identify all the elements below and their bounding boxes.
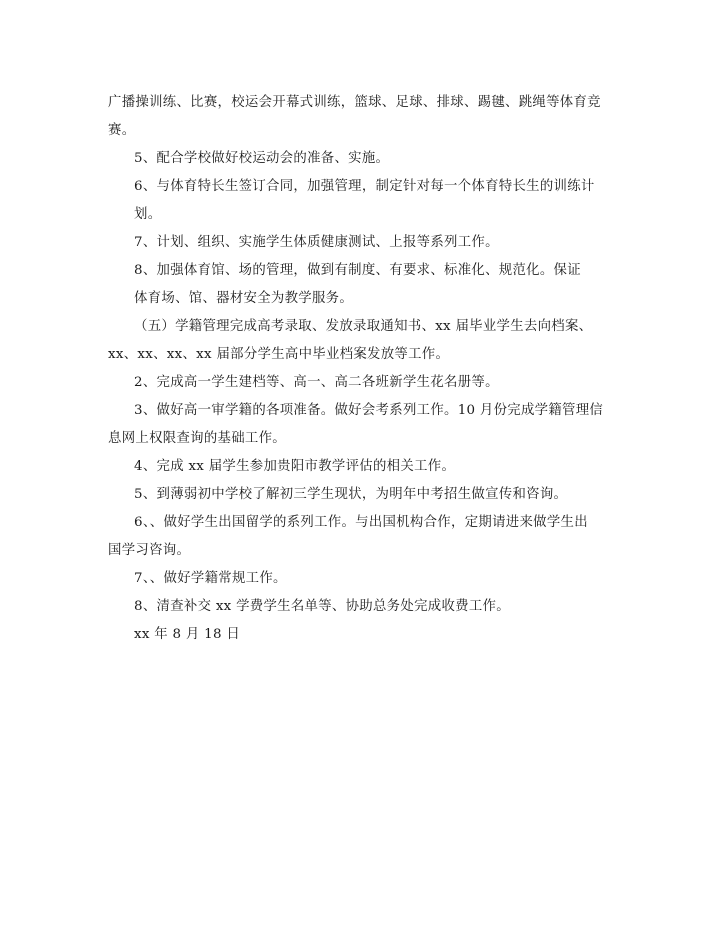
text-line-item-7: 7、计划、组织、实施学生体质健康测试、上报等系列工作。 xyxy=(134,235,499,250)
text-line-item-5: 5、配合学校做好校运动会的准备、实施。 xyxy=(134,151,390,166)
text-line-reg-item-3-cont: 息网上权限查询的基础工作。 xyxy=(108,431,286,446)
text-line-sports-training: 广播操训练、比赛，校运会开幕式训练，篮球、足球、排球、踢毽、跳绳等体育竞 xyxy=(108,95,601,110)
text-line-reg-item-6-cont: 国学习咨询。 xyxy=(108,543,191,558)
text-line-item-8: 8、加强体育馆、场的管理，做到有制度、有要求、标准化、规范化。保证 xyxy=(134,263,581,278)
text-line-reg-item-2: 2、完成高一学生建档等、高一、高二各班新学生花名册等。 xyxy=(134,375,499,390)
text-line-reg-item-3: 3、做好高一审学籍的各项准备。做好会考系列工作。10 月份完成学籍管理信 xyxy=(134,403,604,418)
text-line-sports-training-cont: 赛。 xyxy=(108,123,136,138)
text-line-reg-item-4: 4、完成 xx 届学生参加贵阳市教学评估的相关工作。 xyxy=(134,459,456,474)
text-line-reg-item-7: 7、、做好学籍常规工作。 xyxy=(134,571,287,586)
text-line-reg-item-6: 6、、做好学生出国留学的系列工作。与出国机构合作，定期请进来做学生出 xyxy=(134,515,588,530)
text-line-reg-item-8: 8、清查补交 xx 学费学生名单等、协助总务处完成收费工作。 xyxy=(134,599,510,614)
text-line-section-five-cont: xx、xx、xx、xx 届部分学生高中毕业档案发放等工作。 xyxy=(108,347,450,362)
text-line-item-8-cont: 体育场、馆、器材安全为教学服务。 xyxy=(134,291,354,306)
text-line-item-6-cont: 划。 xyxy=(134,207,162,222)
text-line-section-five: （五）学籍管理完成高考录取、发放录取通知书、xx 届毕业学生去向档案、 xyxy=(134,319,593,334)
document-date: xx 年 8 月 18 日 xyxy=(134,627,241,642)
text-line-item-6: 6、与体育特长生签订合同，加强管理，制定针对每一个体育特长生的训练计 xyxy=(134,179,595,194)
text-line-reg-item-5: 5、到薄弱初中学校了解初三学生现状，为明年中考招生做宣传和咨询。 xyxy=(134,487,568,502)
